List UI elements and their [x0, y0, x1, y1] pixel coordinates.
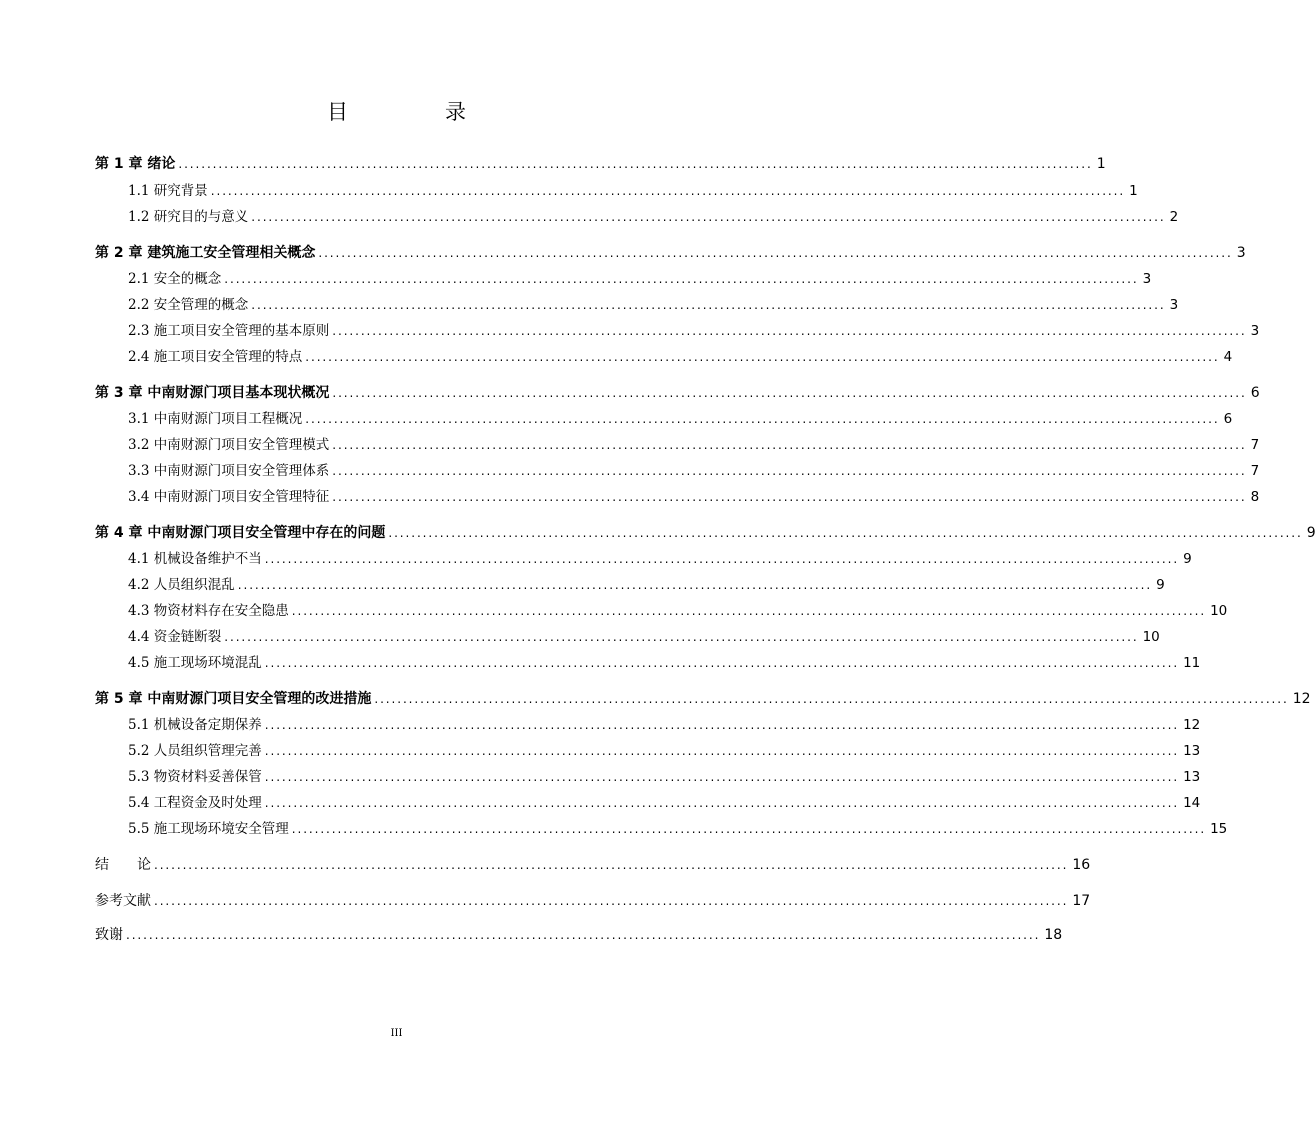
toc-entry-acknowledgements[interactable]	[95, 922, 1063, 944]
toc-entry-label: 第 1 章 绪论	[95, 156, 176, 172]
toc-entry-label: 4.5 施工现场环境混乱	[128, 655, 262, 671]
toc-entry-page: 13	[1183, 769, 1201, 785]
dot-leader: ................................................................................................................................................................	[264, 718, 1180, 732]
dot-leader: ................................................................................................................................................................	[332, 490, 1247, 504]
toc-entry-section-4-1[interactable]	[128, 546, 1192, 568]
toc-entry-page: 12	[1292, 691, 1311, 707]
toc-entry-label: 1.1 研究背景	[128, 183, 208, 199]
toc-entry-label: 第 4 章 中南财源门项目安全管理中存在的问题	[95, 525, 386, 541]
dot-leader: ................................................................................................................................................................	[264, 796, 1180, 810]
toc-entry-label: 3.1 中南财源门项目工程概况	[128, 411, 303, 427]
toc-entry-page: 13	[1183, 743, 1201, 759]
toc-entry-section-4-3[interactable]	[128, 598, 1228, 620]
toc-entry-label: 3.2 中南财源门项目安全管理模式	[128, 437, 330, 453]
toc-entry-section-5-4[interactable]	[128, 790, 1201, 812]
toc-entry-page: 1	[1096, 156, 1106, 172]
toc-entry-section-5-2[interactable]	[128, 738, 1201, 760]
dot-leader: ................................................................................................................................................................	[318, 246, 1233, 260]
toc-entry-page: 2	[1169, 209, 1179, 225]
toc-entry-page: 1	[1129, 183, 1138, 199]
toc-entry-label: 2.3 施工项目安全管理的基本原则	[128, 323, 330, 339]
dot-leader: ................................................................................................................................................................	[237, 578, 1153, 592]
toc-entry-chapter-1[interactable]	[95, 151, 1106, 173]
dot-leader: ................................................................................................................................................................	[264, 770, 1180, 784]
dot-leader: ................................................................................................................................................................	[178, 157, 1093, 171]
toc-entry-page: 7	[1250, 437, 1260, 453]
toc-entry-page: 4	[1223, 349, 1233, 365]
toc-entry-label: 参考文献	[95, 893, 151, 909]
toc-entry-label: 5.2 人员组织管理完善	[128, 743, 262, 759]
dot-leader: ................................................................................................................................................................	[305, 350, 1220, 364]
toc-entry-page: 9	[1156, 577, 1165, 593]
toc-entry-page: 6	[1223, 411, 1233, 427]
toc-entry-section-2-2[interactable]	[128, 292, 1179, 314]
toc-entry-page: 6	[1250, 385, 1260, 401]
dot-leader: ................................................................................................................................................................	[154, 858, 1069, 872]
toc-entry-references[interactable]	[95, 888, 1091, 910]
dot-leader: ................................................................................................................................................................	[264, 656, 1180, 670]
dot-leader: ................................................................................................................................................................	[154, 894, 1069, 908]
page-number-footer: III	[390, 1028, 403, 1039]
toc-entry-page: 3	[1142, 271, 1152, 287]
toc-entry-label: 4.1 机械设备维护不当	[128, 551, 262, 567]
dot-leader: ................................................................................................................................................................	[332, 464, 1247, 478]
toc-entry-section-2-3[interactable]	[128, 318, 1260, 340]
toc-entry-section-4-2[interactable]	[128, 572, 1165, 594]
toc-entry-chapter-3[interactable]	[95, 380, 1260, 402]
dot-leader: ................................................................................................................................................................	[388, 526, 1303, 540]
toc-entry-label: 第 5 章 中南财源门项目安全管理的改进措施	[95, 691, 372, 707]
toc-entry-label: 5.1 机械设备定期保养	[128, 717, 262, 733]
toc-entry-label: 3.4 中南财源门项目安全管理特征	[128, 489, 330, 505]
toc-entry-chapter-4[interactable]	[95, 520, 1316, 542]
dot-leader: ................................................................................................................................................................	[291, 604, 1207, 618]
toc-entry-label: 2.1 安全的概念	[128, 271, 222, 287]
dot-leader: ................................................................................................................................................................	[224, 630, 1139, 644]
dot-leader: ................................................................................................................................................................	[305, 412, 1220, 426]
toc-entry-label: 4.4 资金链断裂	[128, 629, 222, 645]
dot-leader: ................................................................................................................................................................	[251, 298, 1166, 312]
toc-entry-label: 5.4 工程资金及时处理	[128, 795, 262, 811]
toc-entry-label: 5.5 施工现场环境安全管理	[128, 821, 289, 837]
dot-leader: ................................................................................................................................................................	[332, 438, 1247, 452]
toc-entry-conclusion[interactable]	[95, 852, 1091, 874]
toc-entry-label: 第 2 章 建筑施工安全管理相关概念	[95, 245, 316, 261]
toc-entry-page: 8	[1250, 489, 1260, 505]
toc-entry-label: 第 3 章 中南财源门项目基本现状概况	[95, 385, 330, 401]
toc-entry-section-4-4[interactable]	[128, 624, 1160, 646]
dot-leader: ................................................................................................................................................................	[210, 184, 1126, 198]
toc-entry-section-5-5[interactable]	[128, 816, 1228, 838]
toc-entry-section-3-2[interactable]	[128, 432, 1260, 454]
toc-entry-label: 5.3 物资材料妥善保管	[128, 769, 262, 785]
toc-entry-section-1-1[interactable]	[128, 178, 1138, 200]
toc-entry-chapter-2[interactable]	[95, 240, 1246, 262]
toc-entry-section-5-3[interactable]	[128, 764, 1201, 786]
dot-leader: ................................................................................................................................................................	[264, 744, 1180, 758]
toc-entry-page: 14	[1183, 795, 1201, 811]
toc-entry-page: 11	[1183, 655, 1201, 671]
toc-entry-page: 10	[1142, 629, 1160, 645]
toc-entry-page: 3	[1169, 297, 1179, 313]
toc-entry-section-3-1[interactable]	[128, 406, 1233, 428]
toc-entry-page: 17	[1072, 893, 1091, 909]
dot-leader: ................................................................................................................................................................	[291, 822, 1207, 836]
toc-entry-page: 12	[1183, 717, 1201, 733]
toc-entry-page: 3	[1236, 245, 1246, 261]
toc-entry-page: 9	[1306, 525, 1316, 541]
toc-entry-page: 3	[1250, 323, 1260, 339]
toc-entry-page: 9	[1183, 551, 1192, 567]
toc-entry-section-3-4[interactable]	[128, 484, 1260, 506]
toc-entry-label: 4.3 物资材料存在安全隐患	[128, 603, 289, 619]
dot-leader: ................................................................................................................................................................	[332, 386, 1247, 400]
toc-entry-chapter-5[interactable]	[95, 686, 1311, 708]
toc-entry-label: 4.2 人员组织混乱	[128, 577, 235, 593]
toc-entry-label: 结 论	[95, 857, 151, 873]
toc-entry-label: 1.2 研究目的与意义	[128, 209, 249, 225]
toc-entry-label: 2.4 施工项目安全管理的特点	[128, 349, 303, 365]
dot-leader: ................................................................................................................................................................	[332, 324, 1247, 338]
toc-entry-page: 7	[1250, 463, 1260, 479]
toc-entry-page: 18	[1044, 927, 1063, 943]
toc-title: 目 录	[327, 100, 504, 124]
toc-entry-section-1-2[interactable]	[128, 204, 1179, 226]
toc-entry-section-4-5[interactable]	[128, 650, 1201, 672]
toc-entry-section-2-1[interactable]	[128, 266, 1152, 288]
dot-leader: ................................................................................................................................................................	[251, 210, 1166, 224]
dot-leader: ................................................................................................................................................................	[224, 272, 1139, 286]
toc-entry-section-2-4[interactable]	[128, 344, 1233, 366]
toc-entry-page: 10	[1210, 603, 1228, 619]
toc-entry-label: 3.3 中南财源门项目安全管理体系	[128, 463, 330, 479]
dot-leader: ................................................................................................................................................................	[264, 552, 1180, 566]
toc-entry-label: 2.2 安全管理的概念	[128, 297, 249, 313]
toc-entry-section-3-3[interactable]	[128, 458, 1260, 480]
toc-entry-page: 16	[1072, 857, 1091, 873]
dot-leader: ................................................................................................................................................................	[374, 692, 1289, 706]
toc-entry-label: 致谢	[95, 927, 123, 943]
dot-leader: ................................................................................................................................................................	[126, 928, 1041, 942]
toc-entry-section-5-1[interactable]	[128, 712, 1201, 734]
toc-entry-page: 15	[1210, 821, 1228, 837]
